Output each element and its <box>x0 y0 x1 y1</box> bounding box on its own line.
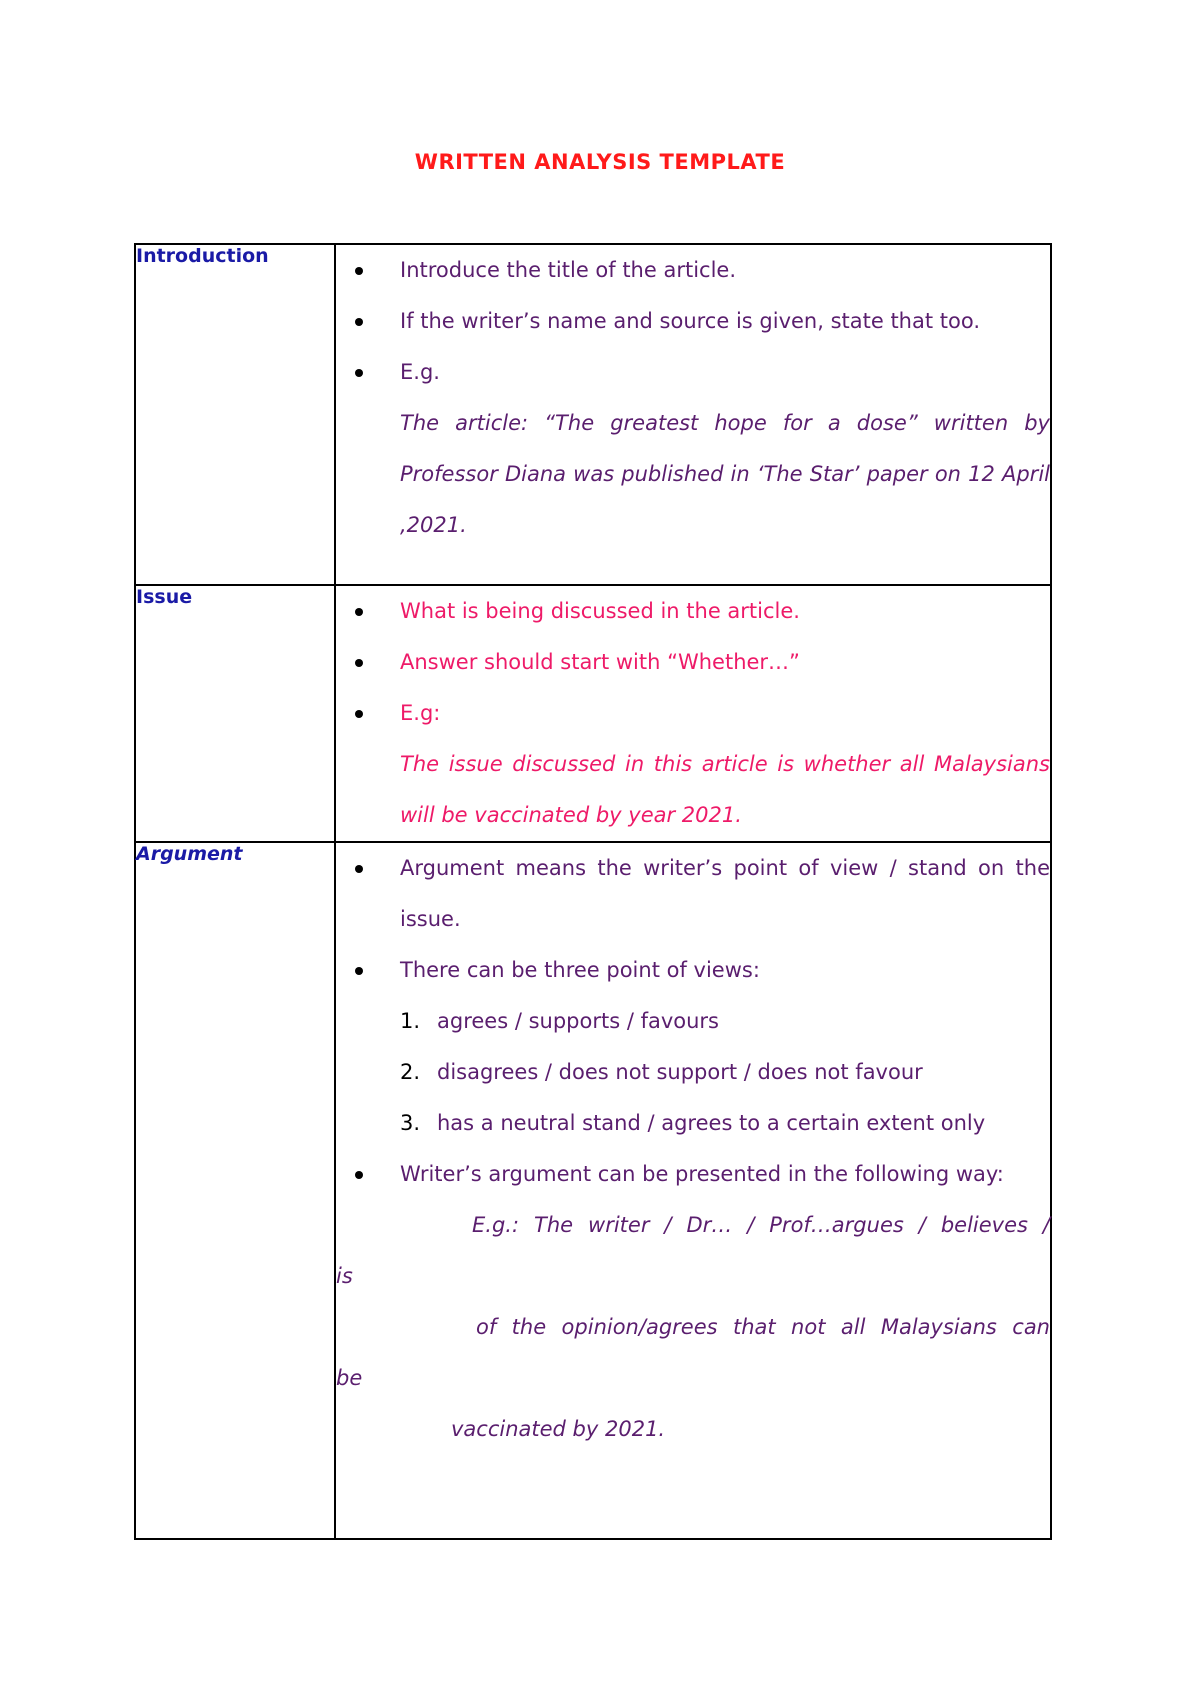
row-issue <box>135 585 1051 842</box>
issue-bullet-3: E.g: <box>336 688 1050 739</box>
argument-example-line-2-wrap: be <box>336 1366 363 1390</box>
argument-example-line-1-wrap: is <box>336 1264 353 1288</box>
argument-list-item: 1. agrees / supports / favours <box>400 1009 719 1033</box>
intro-example: The article: “The greatest hope for a dose” written by Professor Diana was published in ‘The Star’ paper on 12 April ,2021. <box>400 411 1050 537</box>
label-introduction: Introduction <box>135 244 335 585</box>
argument-bullet-1: Argument means the writer’s point of view / stand on the issue. <box>336 843 1050 945</box>
argument-list-item: 3. has a neutral stand / agrees to a certain extent only <box>400 1111 986 1135</box>
argument-list-item: 2. disagrees / does not support / does not favour <box>400 1060 923 1084</box>
argument-example <box>336 1200 1050 1455</box>
content-issue <box>335 585 1051 842</box>
analysis-table <box>134 243 1052 1540</box>
document-title: WRITTEN ANALYSIS TEMPLATE <box>414 150 786 174</box>
argument-example-line-1: E.g.: The writer / Dr… / Prof…argues / believes / <box>472 1213 1050 1237</box>
argument-example-line-3: vaccinated by 2021. <box>451 1417 666 1441</box>
intro-bullet-2: If the writer’s name and source is given, state that too. <box>336 296 1050 347</box>
argument-bullet-3: Writer’s argument can be presented in the following way: <box>336 1149 1050 1200</box>
content-introduction <box>335 244 1051 585</box>
row-argument <box>135 842 1051 1539</box>
issue-bullet-2: Answer should start with “Whether…” <box>336 637 1050 688</box>
row-introduction <box>135 244 1051 585</box>
intro-bullet-1: Introduce the title of the article. <box>336 245 1050 296</box>
issue-bullet-1: What is being discussed in the article. <box>336 586 1050 637</box>
label-argument: Argument <box>135 842 335 1539</box>
argument-bullet-2: There can be three point of views: <box>336 945 1050 996</box>
label-issue: Issue <box>135 585 335 842</box>
intro-bullet-3: E.g. <box>336 347 1050 398</box>
argument-example-line-2: of the opinion/agrees that not all Malaysians can <box>476 1315 1050 1339</box>
content-argument <box>335 842 1051 1539</box>
issue-example: The issue discussed in this article is whether all Malaysians will be vaccinated by year 2021. <box>400 752 1050 827</box>
